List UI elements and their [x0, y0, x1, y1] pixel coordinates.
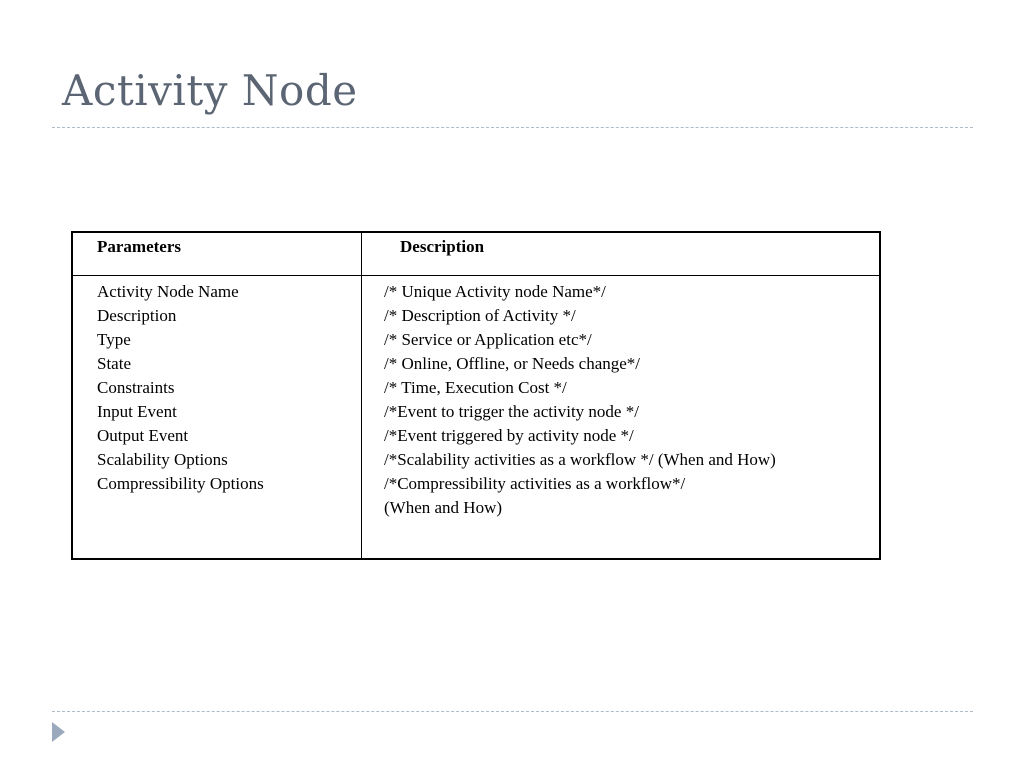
description-item: (When and How): [384, 498, 503, 517]
description-column: [384, 280, 874, 520]
header-divider: [73, 275, 879, 276]
description-item: /* Online, Offline, or Needs change*/: [384, 354, 641, 373]
description-item: /*Event to trigger the activity node */: [384, 402, 639, 421]
description-item: /* Unique Activity node Name*/: [384, 282, 606, 301]
parameter-item: Input Event: [97, 402, 177, 421]
title-divider: [52, 127, 973, 128]
description-item: /*Event triggered by activity node */: [384, 426, 634, 445]
description-item: /*Compressibility activities as a workflow*/: [384, 474, 686, 493]
column-divider: [361, 233, 362, 558]
parameter-item: State: [97, 354, 131, 373]
parameter-item: Type: [97, 330, 131, 349]
description-item: /*Scalability activities as a workflow */ (When and How): [384, 450, 776, 469]
triangle-bullet-icon: [52, 722, 65, 742]
parameter-item: Scalability Options: [97, 450, 228, 469]
parameter-item: Activity Node Name: [97, 282, 239, 301]
parameters-table: [71, 231, 881, 560]
description-item: /* Description of Activity */: [384, 306, 576, 325]
parameter-item: Output Event: [97, 426, 189, 445]
footer-divider: [52, 711, 973, 712]
parameter-item: Compressibility Options: [97, 474, 264, 493]
parameter-item: Constraints: [97, 378, 175, 397]
description-item: /* Service or Application etc*/: [384, 330, 592, 349]
parameters-column: [97, 280, 357, 496]
header-description: Description: [400, 237, 485, 256]
header-parameters: Parameters: [97, 237, 182, 256]
parameter-item: Description: [97, 306, 177, 325]
slide-title: Activity Node: [62, 66, 358, 115]
description-item: /* Time, Execution Cost */: [384, 378, 567, 397]
